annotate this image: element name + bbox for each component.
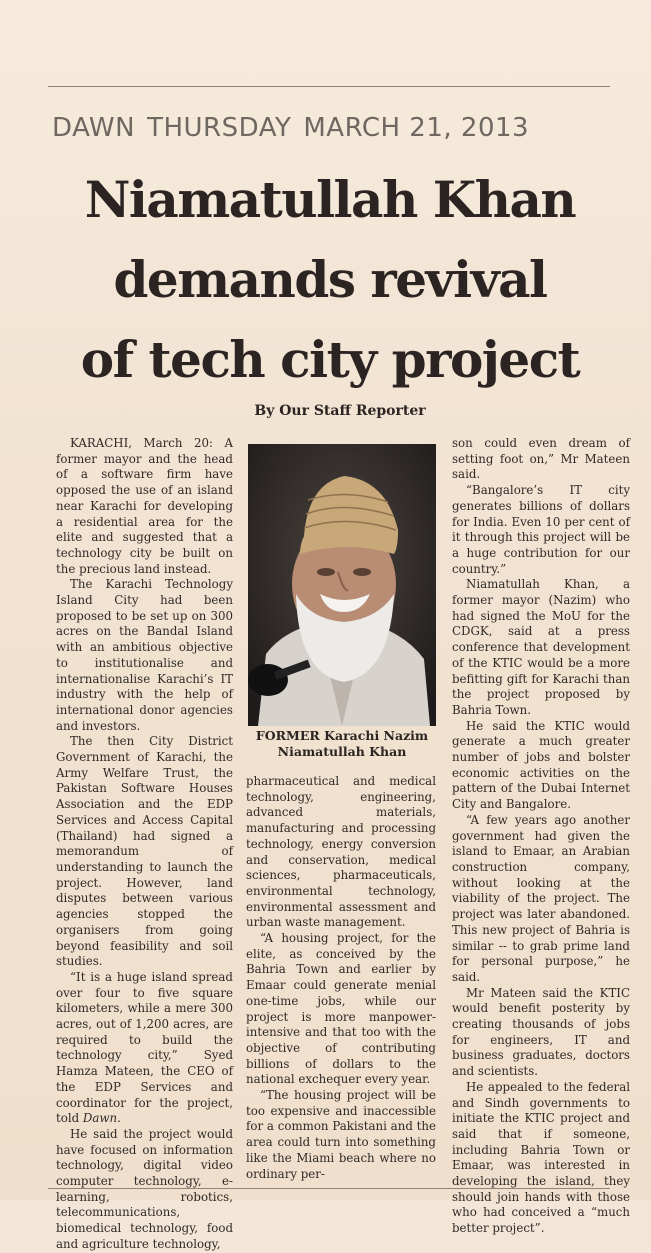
masthead-date: MARCH 21, 2013 [303,113,530,143]
byline: By Our Staff Reporter [254,403,426,419]
article-column-2 [246,774,436,1182]
photo-caption [246,728,438,760]
article-column-3 [452,436,630,1237]
dateline [52,112,612,144]
top-rule [48,86,610,87]
paragraph: KARACHI, March 20: A former mayor and the head of a software firm have opposed the use of an island near Karachi for developing a residential area for the elite and suggested that a technology city be built on the precious land instead. [56,436,233,576]
portrait-image [248,444,436,726]
paragraph: He said the KTIC would generate a much greater number of jobs and bolster economic activities on the pattern of the Dubai Internet City and Bangalore. [452,718,630,812]
paragraph: Mr Mateen said the KTIC would benefit posterity by creating thousands of jobs for engineers, IT and business graduates, doctors and scientists. [452,985,630,1079]
paragraph: son could even dream of setting foot on,” Mr Mateen said. [452,436,630,482]
headline-line-3: of tech city project [80,330,580,389]
paragraph: The then City District Government of Karachi, the Army Welfare Trust, the Pakistan Software Houses Association and the EDP Services and Access Capital (Thailand) had signed a memorandum of understanding to launch the project. However, land disputes between various agencies stopped the organisers from going beyond feasibility and soil studies. [56,734,233,969]
bottom-rule [48,1188,610,1189]
paragraph: Niamatullah Khan, a former mayor (Nazim) who had signed the MoU for the CDGK, said at a press conference that development of the KTIC would be a more befitting gift for Karachi than the project proposed by Bahria Town. [452,577,630,717]
article-column-1 [56,436,233,1253]
quote-text: “It is a huge island spread over four to five square kilometers, while a mere 300 acres, out of 1,200 acres, are required to build the technology city,” Syed Hamza Mateen, the CEO of the EDP Services and coordinator for the project, told [56,969,233,1126]
masthead-paper: DAWN [52,113,136,143]
portrait-photo [248,444,436,726]
paragraph: “Bangalore’s IT city generates billions of dollars for India. Even 10 per cent of it through this project will be a huge contribution for our country.” [452,483,630,576]
headline [40,160,620,400]
paragraph: He appealed to the federal and Sindh governments to initiate the KTIC project and said that if someone, including Bahria Town or Emaar, was interested in developing the island, they should join hands with those who had conceived a “much better project”. [452,1079,630,1236]
paragraph: The Karachi Technology Island City had been proposed to be set up on 300 acres on the Bandal Island with an ambitious objective to institutionalise and internationalise Karachi’s IT industry with the help of international donor agencies and investors. [56,577,233,733]
paragraph [56,970,233,1127]
headline-line-1: Niamatullah Khan [84,170,576,229]
headline-line-2: demands revival [113,250,547,309]
paragraph: He said the project would have focused on information technology, digital video computer technology, e-learning, robotics, telecommunications, biomedical technology, food and agriculture technology, [56,1126,233,1251]
paragraph: “A few years ago another government had given the island to Emaar, an Arabian construction company, without looking at the viability of the project. The project was later abandoned. This new project of Bahria is similar -- to grab prime land for personal purpose,” he said. [452,812,630,984]
caption-line-2: Niamatullah Khan [277,744,407,759]
masthead-day: THURSDAY [147,113,292,143]
caption-line-1: FORMER Karachi Nazim [255,728,429,743]
paragraph: pharmaceutical and medical technology, engineering, advanced materials, manufacturing and processing technology, energy conversion and conservation, medical sciences, pharmaceuticals, environmental technology, environmental assessment and urban waste management. [246,774,436,930]
source-dawn: Dawn. [82,1111,121,1126]
paragraph: “The housing project will be too expensive and inaccessible for a common Pakistani and the area could turn into something like the Miami beach where no ordinary per- [246,1088,436,1181]
paragraph: “A housing project, for the elite, as conceived by the Bahria Town and earlier by Emaar could generate menial one-time jobs, while our project is more manpower-intensive and that too with the objective of contributing billions of dollars to the national exchequer every year. [246,931,436,1087]
